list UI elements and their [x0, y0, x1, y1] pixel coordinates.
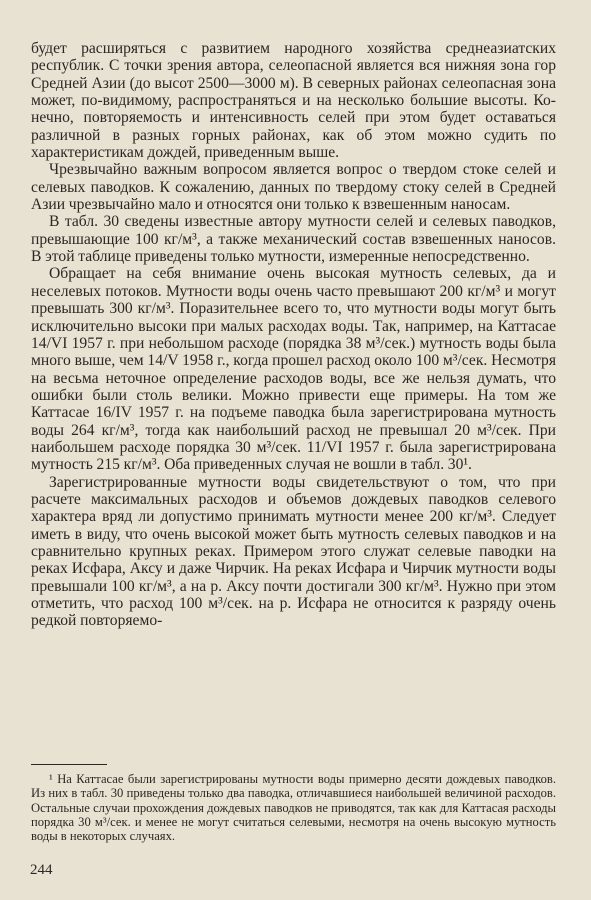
paragraph-5: Зарегистрированные мутности воды свидетельствуют о том, что при расчете максимальных расходов и объемов дождевых паводков селевого характера вряд ли допустимо принимать мутности менее 200 кг/м³. Следует иметь в виду, что очень высокой может быть мутность селевых паводков и на сравнительно крупных реках. Примером этого служат селевые паводки на реках Исфара, Аксу и даже Чирчик. На реках Исфара и Чирчик мутности воды превышали 100 кг/м³, а на р. Аксу почти достигали 300 кг/м³. Нужно при этом отметить, что расход 100 м³/сек. на р. Исфара не относится к разряду очень редкой повторяемо-	[31, 473, 556, 630]
footnote-divider	[31, 764, 107, 765]
footnote: ¹ На Каттасае были зарегистрированы мутности воды примерно десяти дождевых паводков. Из них в табл. 30 приведены только два паводка, отличавшиеся наибольшей величиной расходов. Остальные случаи прохождения дождевых паводков не приводятся, так как для Каттасая расходы порядка 30 м³/сек. и менее не могут считаться селевыми, несмотря на очень высокую мутность воды в некоторых случаях.	[31, 772, 556, 844]
paragraph-1: будет расширяться с развитием народного хозяйства среднеазиатских республик. С точки зрения автора, селеопасной является вся нижняя зона гор Средней Азии (до высот 2500—3000 м). В северных районах селеопасная зона может, по-видимому, распространяться и на несколько большие высоты. Конечно, повторяемость и интенсивность селей при этом будет оставаться различной в разных горных районах, как об этом можно судить по характеристикам дождей, приведенным выше.	[31, 40, 556, 162]
paragraph-3: В табл. 30 сведены известные автору мутности селей и селевых паводков, превышающие 100 кг/м³, а также механический состав взвешенных наносов. В этой таблице приведены только мутности, измеренные непосредственно.	[31, 213, 556, 266]
paragraph-2: Чрезвычайно важным вопросом является вопрос о твердом стоке селей и селевых паводков. К сожалению, данных по твердому стоку селей в Средней Азии чрезвычайно мало и относятся они только к взвешенным наносам.	[31, 161, 556, 214]
main-text	[31, 40, 556, 630]
paragraph-4: Обращает на себя внимание очень высокая мутность селевых, да и неселевых потоков. Мутности воды очень часто превышают 200 кг/м³ и могут превышать 300 кг/м³. Поразительнее всего то, что мутности воды могут быть исключительно высоки при малых расходах воды. Так, например, на Каттасае 14/VI 1957 г. при небольшом расходе (порядка 38 м³/сек.) мутность воды была много выше, чем 14/V 1958 г., когда прошел расход около 100 м³/сек. Несмотря на весьма неточное определение расходов воды, все же нельзя думать, что ошибки были столь велики. Можно привести еще примеры. На том же Каттасае 16/IV 1957 г. на подъеме паводка была зарегистрирована мутность воды 264 кг/м³, тогда как наибольший расход не превышал 20 м³/сек. При наибольшем расходе порядка 30 м³/сек. 11/VI 1957 г. была зарегистрирована мутность 215 кг/м³. Оба приведенных случая не вошли в табл. 30¹.	[31, 265, 556, 474]
page-number: 244	[30, 862, 53, 878]
